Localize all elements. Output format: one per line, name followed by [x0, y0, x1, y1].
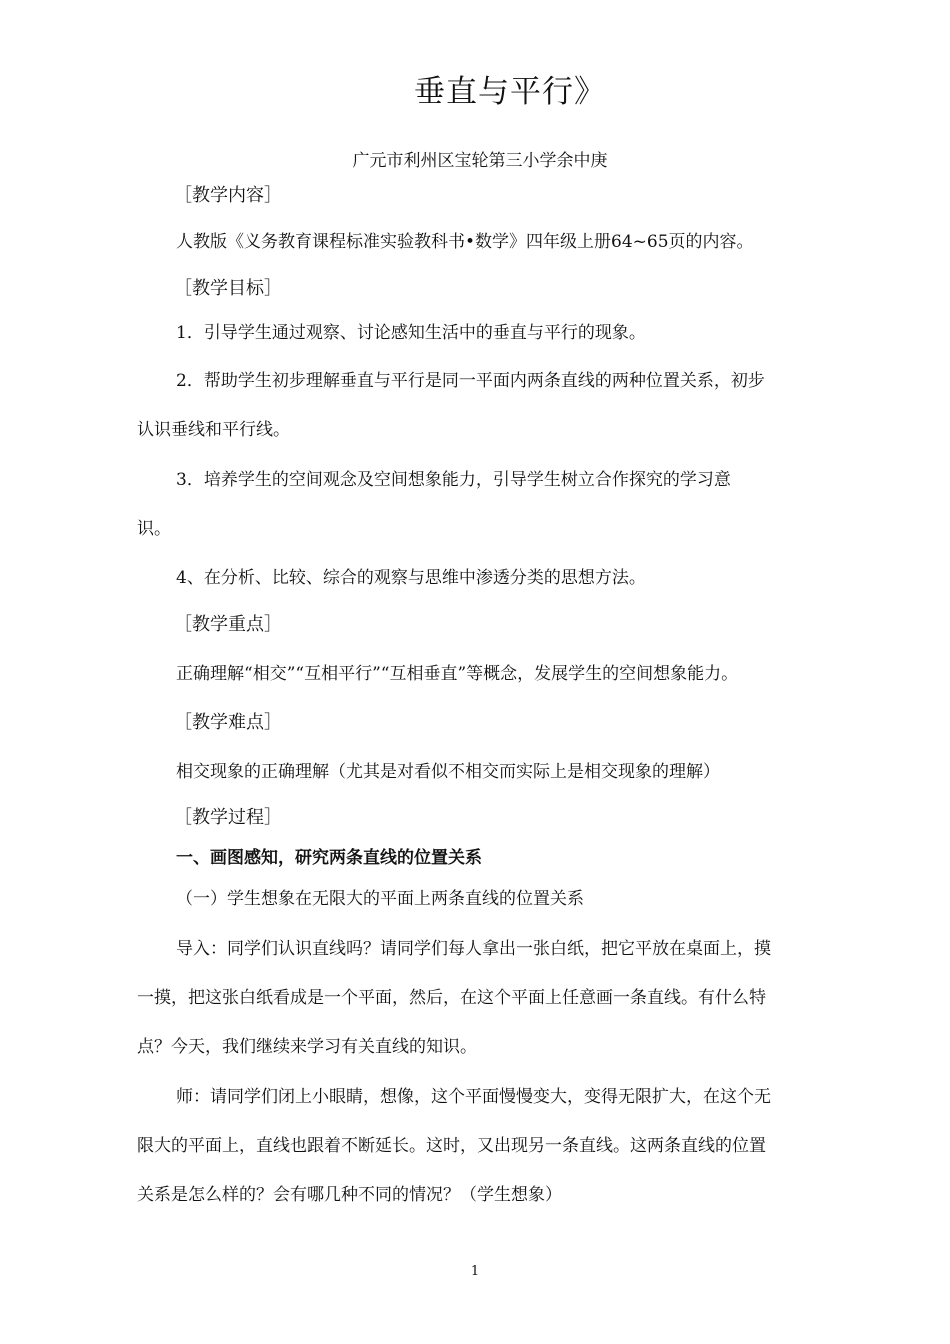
section-heading-key: ［教学重点］ [174, 614, 282, 635]
author-line: 广元市利州区宝轮第三小学余中庚 [352, 151, 608, 171]
section-heading-content: ［教学内容］ [174, 185, 282, 206]
teacher-line-3: 关系是怎么样的？会有哪几种不同的情况？（学生想象） [137, 1185, 562, 1205]
difficulty-text: 相交现象的正确理解（尤其是对看似不相交而实际上是相交现象的理解） [176, 762, 720, 782]
teacher-line-2: 限大的平面上，直线也跟着不断延长。这时，又出现另一条直线。这两条直线的位置 [137, 1136, 766, 1156]
section-heading-goals: ［教学目标］ [174, 278, 282, 299]
intro-line-3: 点？今天，我们继续来学习有关直线的知识。 [137, 1037, 477, 1057]
intro-line-1: 导入：同学们认识直线吗？请同学们每人拿出一张白纸，把它平放在桌面上，摸 [176, 939, 771, 959]
goal-4: 4、在分析、比较、综合的观察与思维中渗透分类的思想方法。 [176, 568, 646, 588]
content-text: 人教版《义务教育课程标准实验教科书•数学》四年级上册64~65页的内容。 [176, 232, 754, 252]
goal-2-line-2: 认识垂线和平行线。 [137, 420, 290, 440]
section-heading-process: ［教学过程］ [174, 807, 282, 828]
teacher-line-1: 师：请同学们闭上小眼睛，想像，这个平面慢慢变大，变得无限扩大，在这个无 [176, 1087, 771, 1107]
goal-2-line-1: 2．帮助学生初步理解垂直与平行是同一平面内两条直线的两种位置关系，初步 [176, 371, 765, 391]
goal-3-line-1: 3．培养学生的空间观念及空间想象能力，引导学生树立合作探究的学习意 [176, 470, 731, 490]
document-title: 垂直与平行》 [414, 74, 606, 110]
subsection-1-heading: （一）学生想象在无限大的平面上两条直线的位置关系 [176, 889, 584, 909]
intro-line-2: 一摸，把这张白纸看成是一个平面，然后，在这个平面上任意画一条直线。有什么特 [137, 988, 766, 1008]
goal-1: 1．引导学生通过观察、讨论感知生活中的垂直与平行的现象。 [176, 323, 646, 343]
section-heading-difficulty: ［教学难点］ [174, 712, 282, 733]
key-text: 正确理解“相交”“互相平行”“互相垂直”等概念，发展学生的空间想象能力。 [176, 664, 739, 684]
part-1-heading: 一、画图感知，研究两条直线的位置关系 [176, 848, 482, 868]
page-number: 1 [470, 1264, 480, 1279]
goal-3-line-2: 识。 [137, 519, 171, 539]
